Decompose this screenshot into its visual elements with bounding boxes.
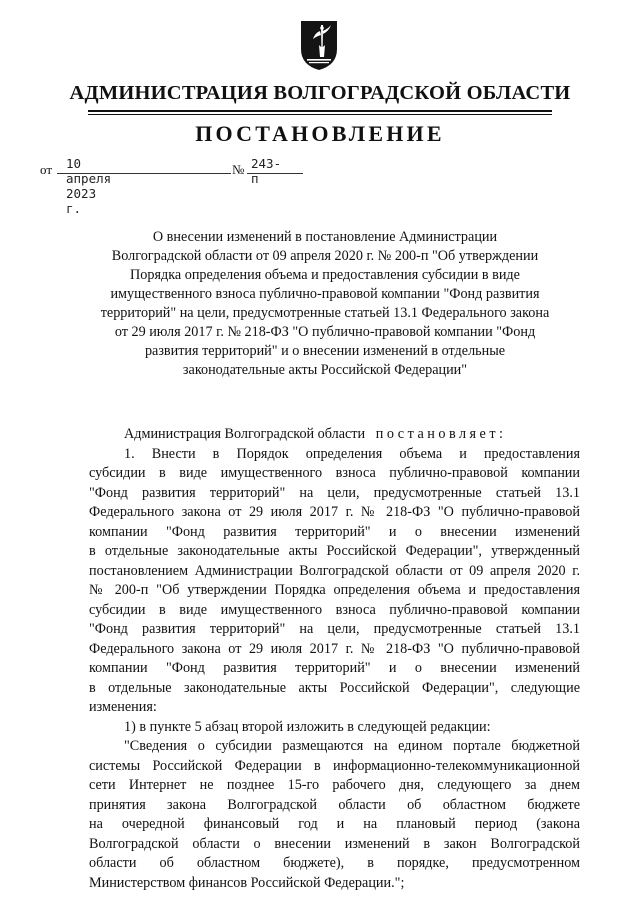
- subject-line: законодательные акты Российской Федерации": [182, 362, 468, 378]
- date-value: 10 апреля 2023 г.: [66, 156, 112, 216]
- paragraph-line: постановлением Администрации Волгоградской области от 09 апреля 2020 г.: [89, 562, 580, 579]
- subject-line: Порядка определения объема и предоставления субсидии в виде: [130, 267, 520, 283]
- paragraph-line: компании "Фонд развития территорий" и о внесении изменений: [89, 523, 580, 540]
- paragraph-line: субсидии в виде имущественного взноса публично-правовой компании: [89, 465, 580, 481]
- subject-line: развития территорий" и о внесении изменений в отдельные: [144, 343, 506, 359]
- volgograd-coat-of-arms-icon: [298, 19, 340, 71]
- paragraph-line: Федерального закона от 29 июля 2017 г. № 218-ФЗ "О публично-правовой: [89, 640, 580, 657]
- paragraph-line: Федерального закона от 29 июля 2017 г. № 218-ФЗ "О публично-правовой: [89, 504, 580, 520]
- paragraph-line: компании "Фонд развития территорий" и о внесении изменений: [89, 660, 580, 676]
- subject-line: от 29 июля 2017 г. № 218-ФЗ "О публично-правовой компании "Фонд: [114, 324, 536, 340]
- quote-line: системы Российской Федерации в информационно-телекоммуникационной: [89, 757, 580, 774]
- header-rule-thick: [88, 110, 552, 112]
- subject-line: Волгоградской области от 09 апреля 2020 г. № 200-п "Об утверждении: [111, 248, 539, 264]
- intro-line: [89, 425, 580, 445]
- item-1-line: 1) в пункте 5 абзац второй изложить в следующей редакции:: [124, 718, 491, 735]
- subject-line: имущественного взноса публично-правовой компании "Фонд развития: [110, 286, 540, 302]
- document-body: [89, 425, 580, 893]
- date-label: от: [40, 162, 53, 177]
- subject-line: О внесении изменений в постановление Администрации: [152, 229, 498, 245]
- quote-line: сети Интернет не позднее 15-го рабочего дня, следующего за днем: [89, 777, 580, 793]
- quote-line: области об областном бюджете), в порядке, предусмотренном: [89, 855, 580, 871]
- number-value: 243-п: [251, 156, 282, 186]
- quote-line: "Сведения о субсидии размещаются на едином портале бюджетной: [124, 738, 580, 754]
- quote-line: Министерством финансов Российской Федерации.";: [89, 874, 405, 891]
- document-subject: [90, 228, 560, 380]
- paragraph-line: в отдельные законодательные акты Российской Федерации", утвержденный: [89, 543, 580, 559]
- paragraph-line: субсидии в виде имущественного взноса публично-правовой компании: [89, 601, 580, 618]
- quote-line: на очередной финансовый год и на плановый период (закона: [89, 816, 580, 832]
- paragraph-line: в отдельные законодательные акты Российской Федерации", следующие: [89, 679, 580, 696]
- subject-line: территорий" на цели, предусмотренные статьей 13.1 Федерального закона: [100, 305, 550, 321]
- document-type-title: ПОСТАНОВЛЕНИЕ: [195, 121, 445, 146]
- paragraph-line: изменения:: [89, 699, 157, 715]
- header-rule-thin: [88, 114, 552, 115]
- quote-line: Волгоградской области о внесении изменений в закон Волгоградской: [89, 835, 580, 852]
- organization-title: АДМИНИСТРАЦИЯ ВОЛГОГРАДСКОЙ ОБЛАСТИ: [69, 82, 571, 104]
- intro-verb: постановляет:: [375, 426, 507, 442]
- paragraph-line: "Фонд развития территорий" на цели, предусмотренные статьей 13.1: [89, 484, 580, 501]
- paragraph-line: 1. Внести в Порядок определения объема и предоставления: [124, 445, 580, 462]
- paragraph-line: "Фонд развития территорий" на цели, предусмотренные статьей 13.1: [89, 621, 580, 637]
- paragraph-line: № 200-п "Об утверждении Порядка определения объема и предоставления: [89, 582, 580, 598]
- quote-line: принятия закона Волгоградской области об областном бюджете: [89, 796, 580, 813]
- number-label: №: [232, 162, 245, 177]
- intro-prefix: Администрация Волгоградской области: [124, 426, 366, 442]
